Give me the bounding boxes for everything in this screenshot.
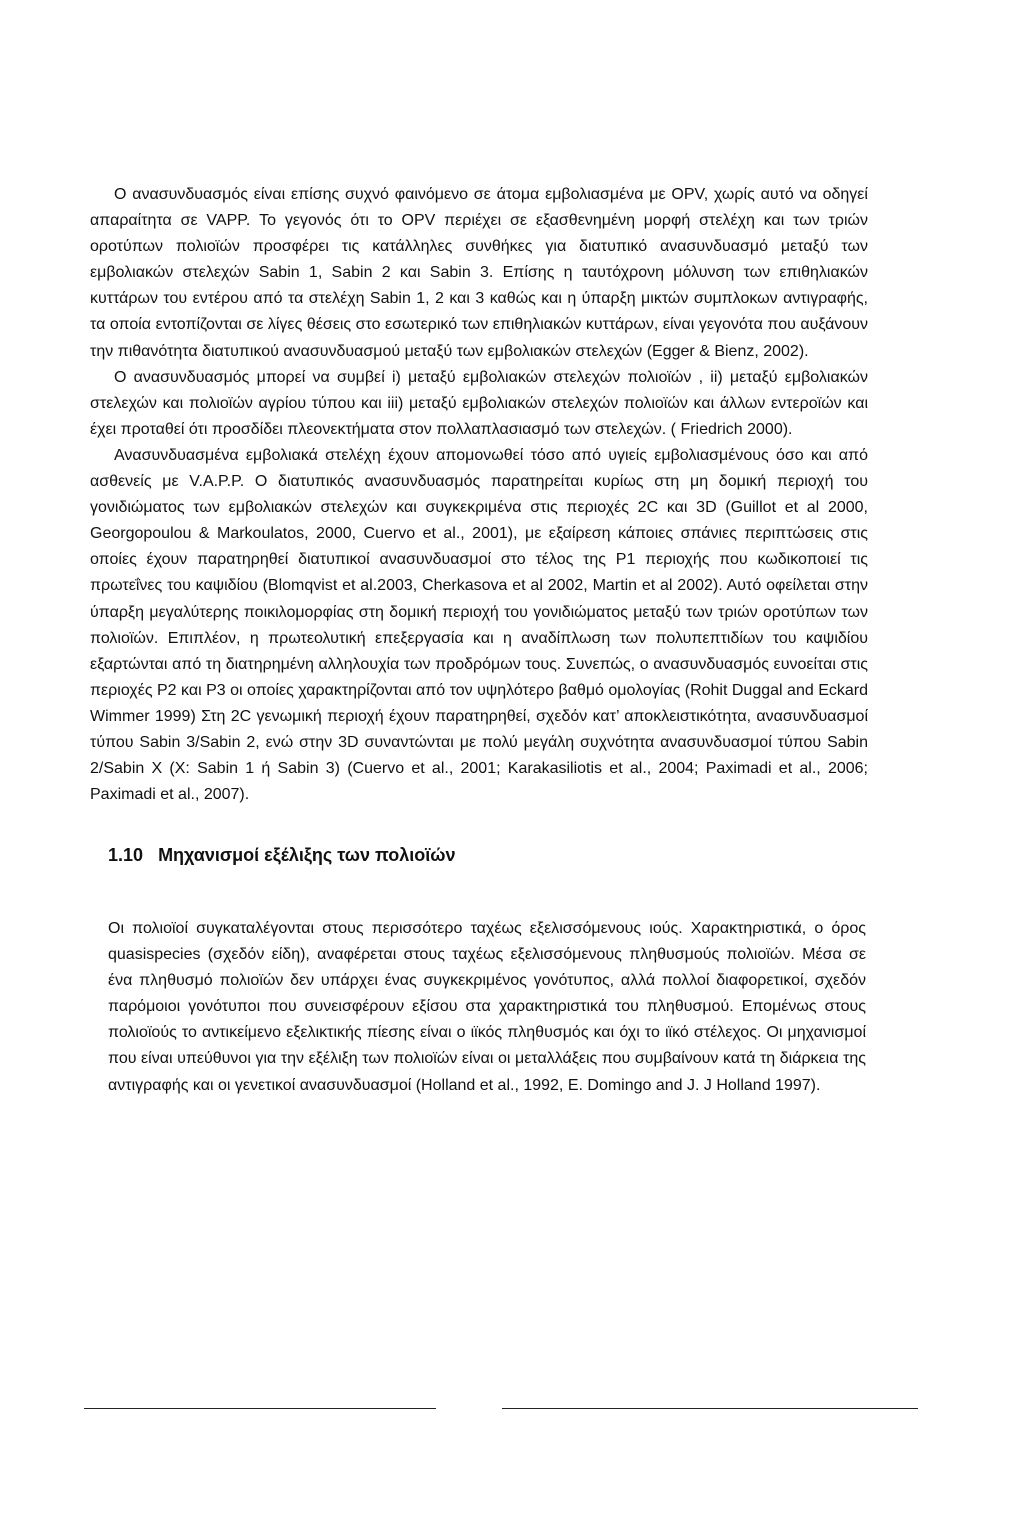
section-body	[108, 916, 866, 1099]
separator-line-right	[502, 1408, 918, 1409]
paragraph-evolution-mechanisms: Οι πολιοϊοί συγκαταλέγονται στους περισσότερο ταχέως εξελισσόμενους ιούς. Χαρακτηριστικά, ο όρος quasispecies (σχεδόν είδη), αναφέρεται στους ταχέως εξελισσόμενους πληθυσμούς πολιοϊών. Μέσα σε ένα πληθυσμό πολιοϊών δεν υπάρχει ένας συγκεκριμένος γονότυπος, αλλά πολλοί διαφορετικοί, σχεδόν παρόμοιοι γονότυποι που συνεισφέρουν εξίσου στα χαρακτηριστικά του πληθυσμού. Επομένως στους πολιοϊούς το αντικείμενο εξελικτικής πίεσης είναι ο ιϊκός πληθυσμός και όχι το ιϊκό στέλεχος. Οι μηχανισμοί που είναι υπεύθυνοι για την εξέλιξη των πολιοϊών είναι οι μεταλλάξεις που συμβαίνουν κατά τη διάρκεια της αντιγραφής και οι γενετικοί ανασυνδυασμοί (Holland et al., 1992, E. Domingo and J. J Holland 1997).	[108, 920, 866, 1094]
section-number: 1.10	[108, 845, 144, 865]
paragraph-recombination-types: Ο ανασυνδυασμός μπορεί να συμβεί i) μεταξύ εμβολιακών στελεχών πολιοϊών , ii) μεταξύ εμβολιακών στελεχών και πολιοϊών αγρίου τύπου και iii) μεταξύ εμβολιακών στελεχών πολιοϊών και άλλων εντεροϊών και έχει προταθεί ότι προσδίδει πλεονεκτήματα στον πολλαπλασιασμό των στελεχών. ( Friedrich 2000).	[90, 368, 869, 438]
paragraph-recombinant-strains: Ανασυνδυασμένα εμβολιακά στελέχη έχουν απομονωθεί τόσο από υγιείς εμβολιασμένους όσο και από ασθενείς με V.A.P.P. Ο διατυπικός ανασυνδυασμός παρατηρείται κυρίως στη μη δομική περιοχή του γονιδιώματος των εμβολιακών στελεχών και συγκεκριμένα στις περιοχές 2C και 3D (Guillot et al 2000, Georgopoulou & Markoulatos, 2000, Cuervo et al., 2001), με εξαίρεση κάποιες σπάνιες περιπτώσεις στις οποίες έχουν παρατηρηθεί διατυπικοί ανασυνδυασμοί στο τέλος της P1 περιοχής που κωδικοποιεί τις πρωτεΐνες του καψιδίου (Blomqvist et al.2003, Cherkasova et al 2002, Martin et al 2002). Αυτό οφείλεται στην ύπαρξη μεγαλύτερης ποικιλομορφίας στη δομική περιοχή του γονιδιώματος μεταξύ των τριών οροτύπων των πολιοϊών. Επιπλέον, η πρωτεολυτική επεξεργασία και η αναδίπλωση των πολυπεπτιδίων του καψιδίου εξαρτώνται από τη διατηρημένη αλληλουχία των προδρόμων τους. Συνεπώς, ο ανασυνδυασμός ευνοείται στις περιοχές P2 και P3 οι οποίες χαρακτηρίζονται από τον υψηλότερο βαθμό ομολογίας (Rohit Duggal and Eckard Wimmer 1999) Στη 2C γενωμική περιοχή έχουν παρατηρηθεί, σχεδόν κατ’ αποκλειστικότητα, ανασυνδυασμοί τύπου Sabin 3/Sabin 2, ενώ στην 3D συναντώνται με πολύ μεγάλη συχνότητα ανασυνδυασμοί τύπου Sabin 2/Sabin X (X: Sabin 1 ή Sabin 3) (Cuervo et al., 2001; Karakasiliotis et al., 2004; Paximadi et al., 2006; Paximadi et al., 2007).	[90, 446, 868, 804]
body-text	[90, 182, 868, 808]
section-heading	[108, 842, 455, 868]
section-title: Μηχανισμοί εξέλιξης των πολιοϊών	[158, 845, 456, 865]
paragraph-recombination-opv: Ο ανασυνδυασμός είναι επίσης συχνό φαινόμενο σε άτομα εμβολιασμένα με OPV, χωρίς αυτό να οδηγεί απαραίτητα σε VAPP. Το γεγονός ότι το OPV περιέχει σε εξασθενημένη μορφή στελέχη και των τριών οροτύπων πολιοϊών προσφέρει τις κατάλληλες συνθήκες για διατυπικό ανασυνδυασμό μεταξύ των εμβολιακών στελεχών Sabin 1, Sabin 2 και Sabin 3. Επίσης η ταυτόχρονη μόλυνση των επιθηλιακών κυττάρων του εντέρου από τα στελέχη Sabin 1, 2 και 3 καθώς και η ύπαρξη μικτών συμπλοκων αντιγραφής, τα οποία εντοπίζονται σε λίγες θέσεις στο εσωτερικό των επιθηλιακών κυττάρων, είναι γεγονότα που αυξάνουν την πιθανότητα διατυπικού ανασυνδυασμού μεταξύ των εμβολιακών στελεχών (Egger & Bienz, 2002).	[90, 186, 868, 360]
footnote-separator	[84, 1408, 918, 1409]
separator-line-left	[84, 1408, 436, 1409]
